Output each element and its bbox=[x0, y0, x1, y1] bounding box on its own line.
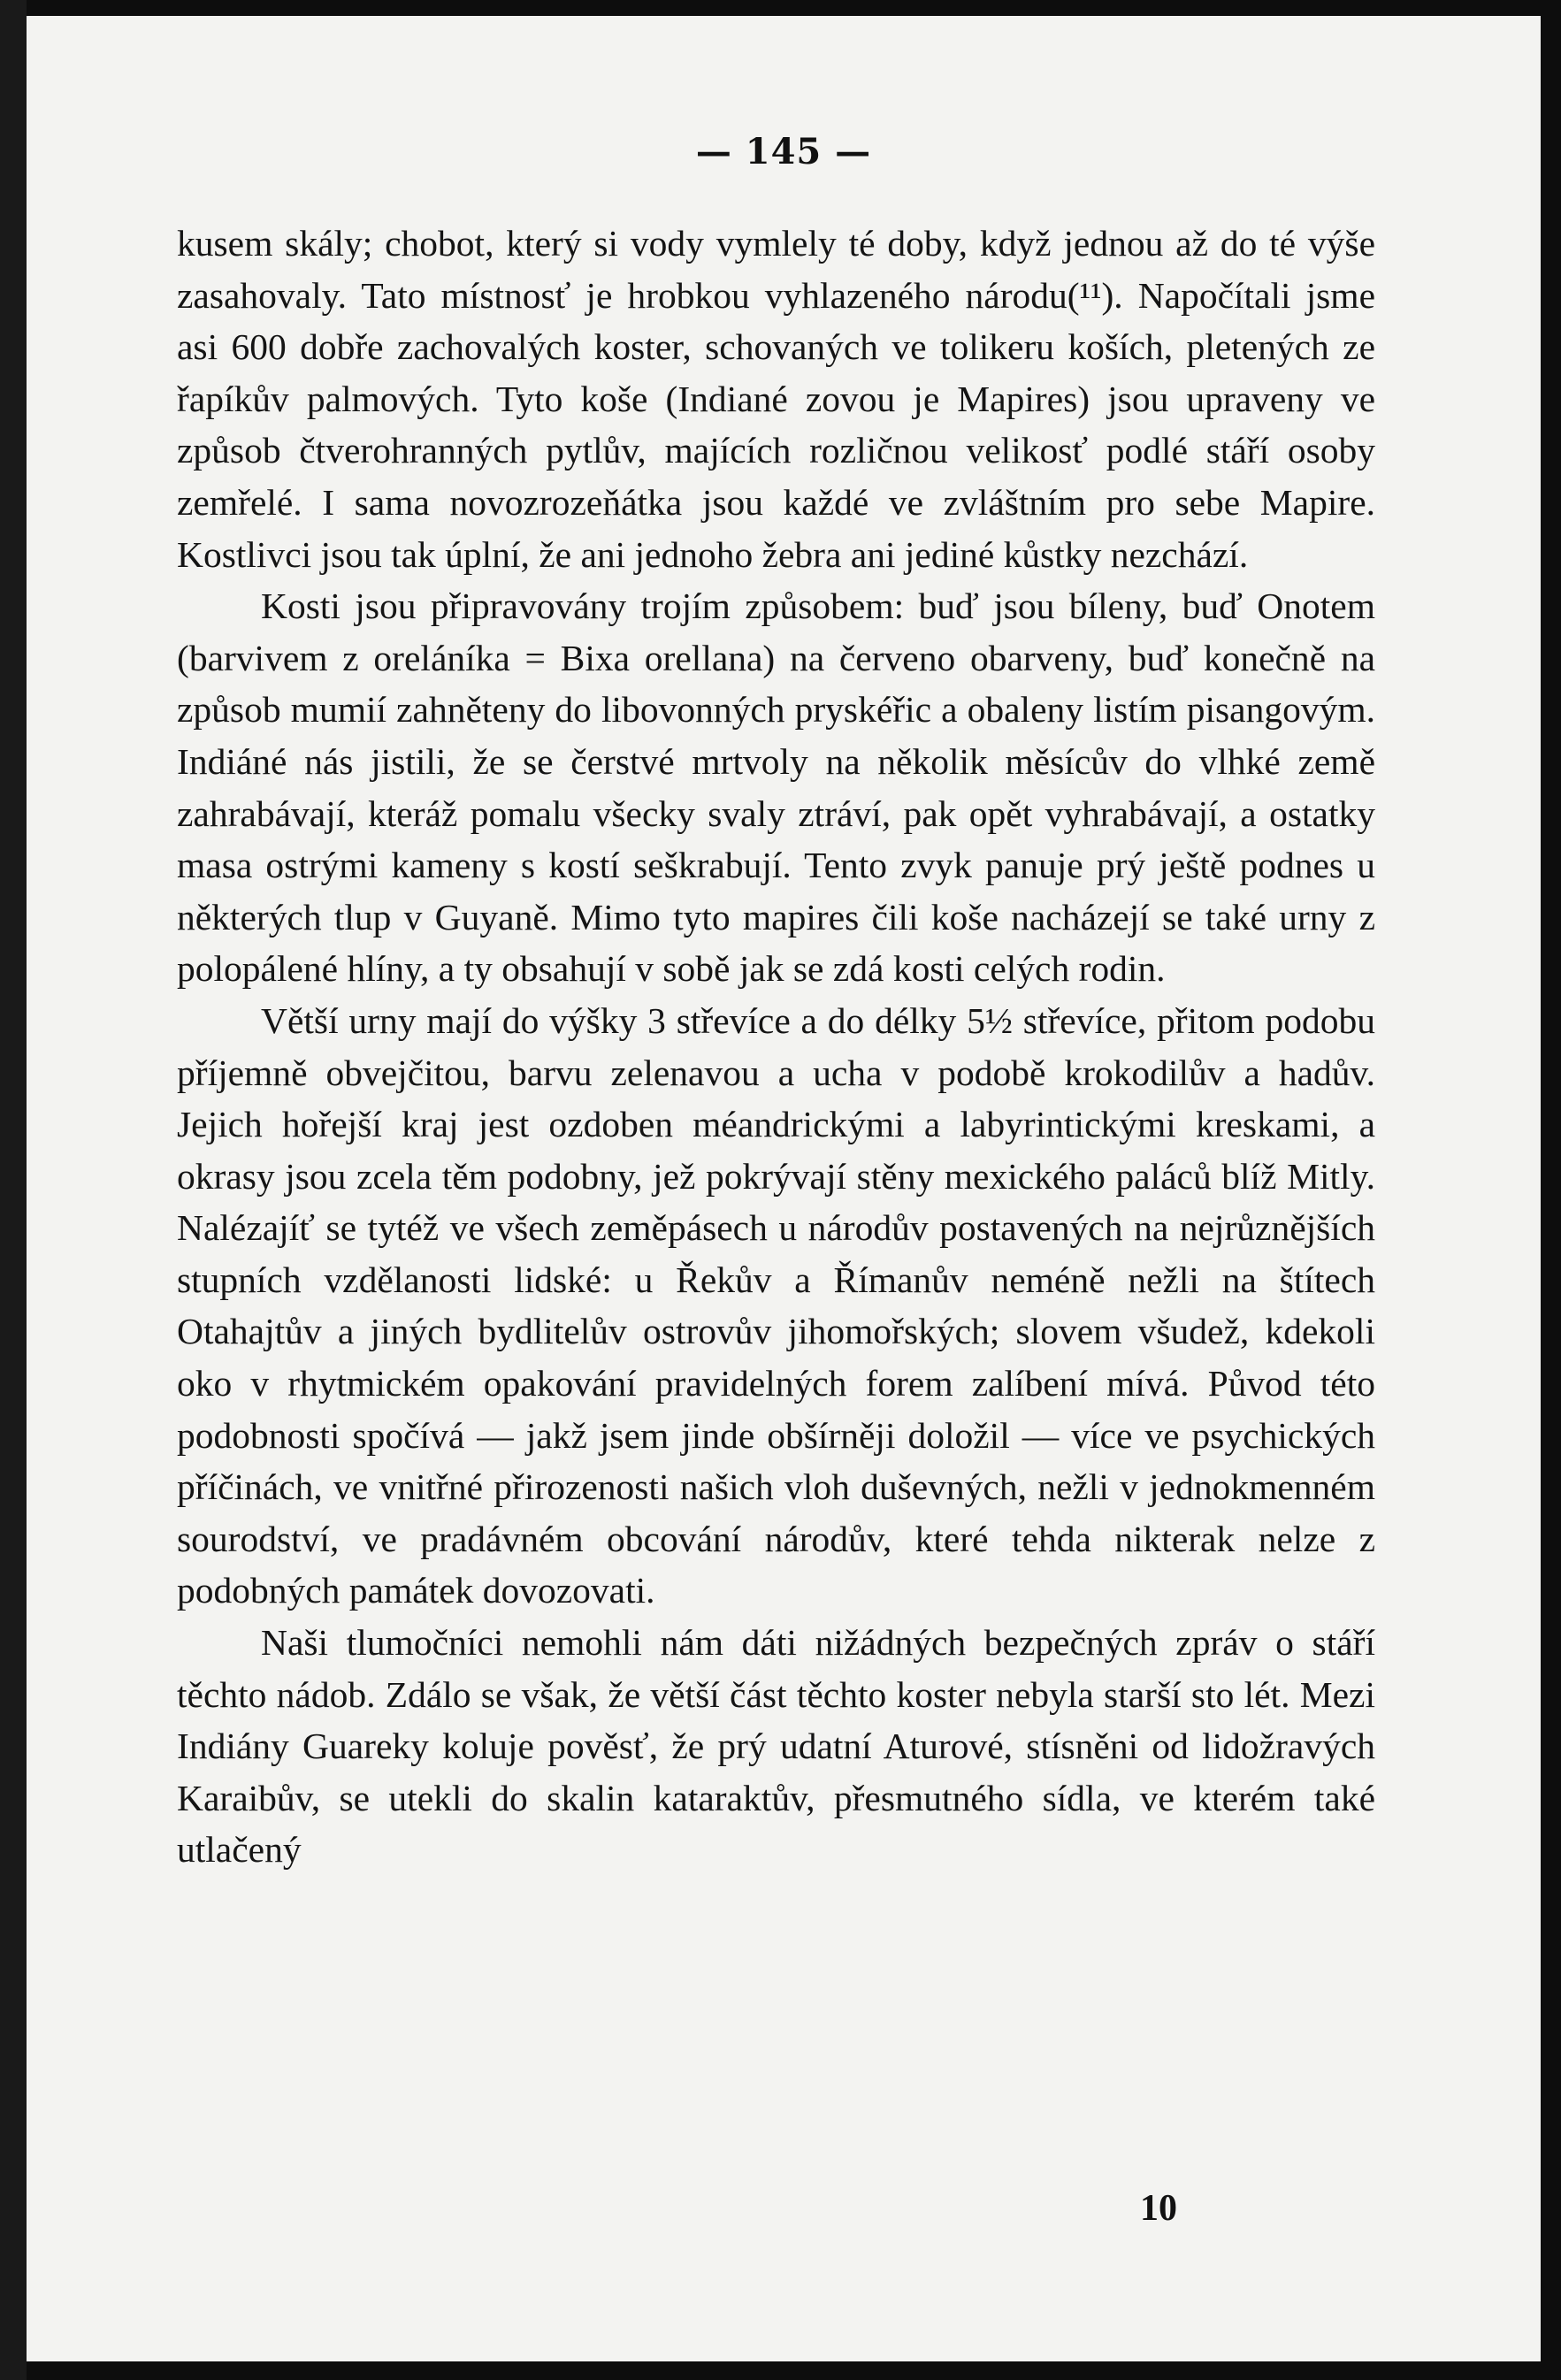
paragraph-4: Naši tlumočníci nemohli nám dáti nižádných bezpečných zpráv o stáří těchto nádob. Zdálo se však, že větší část těchto koster nebyla starší sto lét. Mezi Indiány Guareky koluje pověsť, že prý udatní Aturové, stísněni od lidožravých Karaibův, se utekli do skalin kataraktův, přesmutného sídla, ve kterém také utlačený bbox=[177, 1622, 1375, 1871]
book-page bbox=[27, 16, 1541, 2361]
body-text bbox=[177, 218, 1375, 1876]
page-number: — 145 — bbox=[695, 131, 872, 172]
signature-mark: 10 bbox=[1140, 2188, 1177, 2229]
paragraph-3: Větší urny mají do výšky 3 střevíce a do délky 5½ střevíce, přitom podobu příjemně obvejčitou, barvu zelenavou a ucha v podobě krokodilův a hadův. Jejich hořejší kraj jest ozdoben méandrickými a labyrintickými kreskami, a okrasy jsou zcela těm podobny, jež pokrývají stěny mexického paláců blíž Mitly. Nalézajíť se tytéž ve všech zeměpásech u národův postavených na nejrůznějších stupních vzdělanosti lidské: u Řekův a Římanův neméně nežli na štítech Otahajtův a jiných bydlitelův ostrovův jihomořských; slovem všudež, kdekoli oko v rhytmickém opakování pravidelných forem zalíbení mívá. Původ této podobnosti spočívá — jakž jsem jinde obšírněji doložil — více ve psychických příčinách, ve vnitřné přirozenosti našich vloh duševných, nežli v jednokmenném sourodství, ve pradávném obcování národův, které tehda nikterak nelze z podobných památek dovozovati. bbox=[177, 999, 1375, 1611]
paragraph-2: Kosti jsou připravovány trojím způsobem: buď jsou bíleny, buď Onotem (barvivem z oreláníka = Bixa orellana) na červeno obarveny, buď konečně na způsob mumií zahněteny do libovonných pryskéřic a obaleny listím pisangovým. Indiáné nás jistili, že se čerstvé mrtvoly na několik měsícův do vlhké země zahrabávají, kteráž pomalu všecky svaly ztráví, pak opět vyhrabávají, a ostatky masa ostrými kameny s kostí seškrabují. Tento zvyk panuje prý ještě podnes u některých tlup v Guyaně. Mimo tyto mapires čili koše nacházejí se také urny z polopálené hlíny, a ty obsahují v sobě jak se zdá kosti celých rodin. bbox=[177, 585, 1375, 990]
scan-border bbox=[0, 0, 27, 2380]
paragraph-1: kusem skály; chobot, který si vody vymlely té doby, když jednou až do té výše zasahovaly. Tato místnosť je hrobkou vyhlazeného národu(¹¹). Napočítali jsme asi 600 dobře zachovalých koster, schovaných ve tolikeru koších, pletených ze řapíkův palmových. Tyto koše (Indiané zovou je Mapires) jsou upraveny ve způsob čtverohranných pytlův, majících rozličnou velikosť podlé stáří osoby zemřelé. I sama novozrozeňátka jsou každé ve zvláštním pro sebe Mapire. Kostlivci jsou tak úplní, že ani jednoho žebra ani jediné kůstky nezchází. bbox=[177, 223, 1375, 575]
